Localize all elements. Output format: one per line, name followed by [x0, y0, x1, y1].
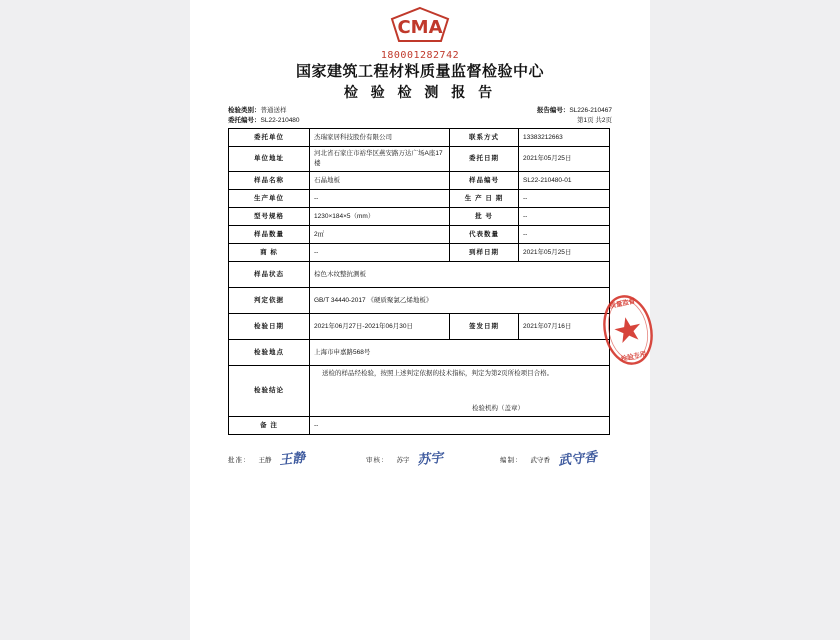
row-value2-6: 2021年05月25日 [519, 244, 610, 262]
row-label2-2: 样品编号 [450, 172, 519, 190]
row-label2-1: 委托日期 [450, 147, 519, 172]
row-label-4: 型号规格 [229, 208, 310, 226]
cma-icon [389, 6, 451, 44]
row-label-2: 样品名称 [229, 172, 310, 190]
test-place-value: 上海市申嘉路568号 [310, 340, 610, 366]
table-row-test-date [229, 314, 610, 340]
conclusion-cell [310, 366, 610, 417]
entrust-no-value: SL22-210480 [260, 117, 300, 124]
inspection-type-label: 检验类别： [228, 107, 261, 114]
signature-approve-handwriting: 王静 [278, 450, 307, 469]
test-date-value: 2021年06月27日-2021年06月30日 [310, 314, 450, 340]
row-value2-1: 2021年05月25日 [519, 147, 610, 172]
table-row-test-place [229, 340, 610, 366]
table-row-conclusion [229, 366, 610, 417]
inspection-type-value: 普通送样 [260, 107, 287, 114]
row-label-5: 样品数量 [229, 226, 310, 244]
row-value-3: -- [310, 190, 450, 208]
criterion-value: GB/T 34440-2017 《硬质聚氯乙烯地板》 [310, 288, 610, 314]
row-value-1: 河北省石家庄市裕华区燕安路万达广场A座17楼 [310, 147, 450, 172]
report-meta [228, 106, 612, 128]
row-label2-3: 生 产 日 期 [450, 190, 519, 208]
row-label-6: 商 标 [229, 244, 310, 262]
conclusion-label: 检验结论 [229, 366, 310, 417]
svg-text:检验专用: 检验专用 [620, 349, 648, 364]
report-info-table [228, 128, 610, 435]
row-label-0: 委托单位 [229, 129, 310, 147]
remark-value: -- [310, 417, 610, 435]
signature-approve [228, 450, 315, 469]
signature-review-label: 审核： [366, 457, 389, 464]
svg-text:质量监督: 质量监督 [608, 296, 636, 311]
conclusion-organization-seal-label: 检验机构（盖章） [472, 405, 524, 412]
row-value2-0: 13383212663 [519, 129, 610, 147]
report-page [190, 0, 650, 640]
signature-review [366, 450, 453, 469]
table-row [229, 129, 610, 147]
signature-approve-label: 批准： [228, 457, 251, 464]
entrust-no-label: 委托编号： [228, 117, 261, 124]
row-value-5: 2㎡ [310, 226, 450, 244]
meta-left [228, 106, 300, 126]
row-value-0: 杰瑞家居科技股份有限公司 [310, 129, 450, 147]
signature-author-handwriting: 武守香 [557, 449, 598, 469]
table-row [229, 190, 610, 208]
row-value2-2: SL22-210480-01 [519, 172, 610, 190]
row-label2-6: 到样日期 [450, 244, 519, 262]
table-row-sample-state [229, 262, 610, 288]
sample-state-label: 样品状态 [229, 262, 310, 288]
svg-text:CMA: CMA [397, 17, 443, 38]
issue-date-label: 签发日期 [450, 314, 519, 340]
table-row [229, 244, 610, 262]
table-row [229, 208, 610, 226]
row-label2-4: 批 号 [450, 208, 519, 226]
remark-label: 备 注 [229, 417, 310, 435]
page-info: 第1页 共2页 [576, 117, 612, 124]
signature-author-name: 武守香 [530, 457, 550, 464]
report-title-document: 检 验 检 测 报 告 [343, 85, 497, 101]
table-row [229, 147, 610, 172]
meta-right [537, 106, 612, 126]
signature-author-label: 编制： [500, 457, 523, 464]
report-header-logo-block [190, 6, 650, 61]
row-value2-3: -- [519, 190, 610, 208]
issue-date-value: 2021年07月16日 [519, 314, 610, 340]
row-value2-5: -- [519, 226, 610, 244]
sample-state-value: 棕色木纹整抗测板 [310, 262, 610, 288]
test-date-label: 检验日期 [229, 314, 310, 340]
row-label-1: 单位地址 [229, 147, 310, 172]
criterion-label: 判定依据 [229, 288, 310, 314]
table-row [229, 172, 610, 190]
row-value-6: -- [310, 244, 450, 262]
row-label2-0: 联系方式 [450, 129, 519, 147]
report-no-value: SL226-210467 [569, 107, 612, 114]
signature-review-name: 苏宇 [396, 457, 410, 464]
test-place-label: 检验地点 [229, 340, 310, 366]
table-row [229, 226, 610, 244]
signature-approve-name: 王静 [258, 457, 272, 464]
table-row-remark [229, 417, 610, 435]
report-title-organization: 国家建筑工程材料质量监督检验中心 [295, 62, 544, 80]
row-value-4: 1230×184×5（mm） [310, 208, 450, 226]
row-value-2: 石晶地板 [310, 172, 450, 190]
row-value2-4: -- [519, 208, 610, 226]
signature-author [500, 449, 602, 469]
signature-row [228, 448, 610, 474]
row-label-3: 生产单位 [229, 190, 310, 208]
conclusion-text: 送检的样品经检验，按照上述判定依据的技术指标，判定为第2页所检项目合格。 [322, 370, 554, 377]
table-row-criterion [229, 288, 610, 314]
signature-review-handwriting: 苏宇 [416, 450, 445, 469]
report-no-label: 报告编号： [536, 107, 570, 114]
cma-certificate-number: 180001282742 [380, 50, 460, 61]
row-label2-5: 代表数量 [450, 226, 519, 244]
